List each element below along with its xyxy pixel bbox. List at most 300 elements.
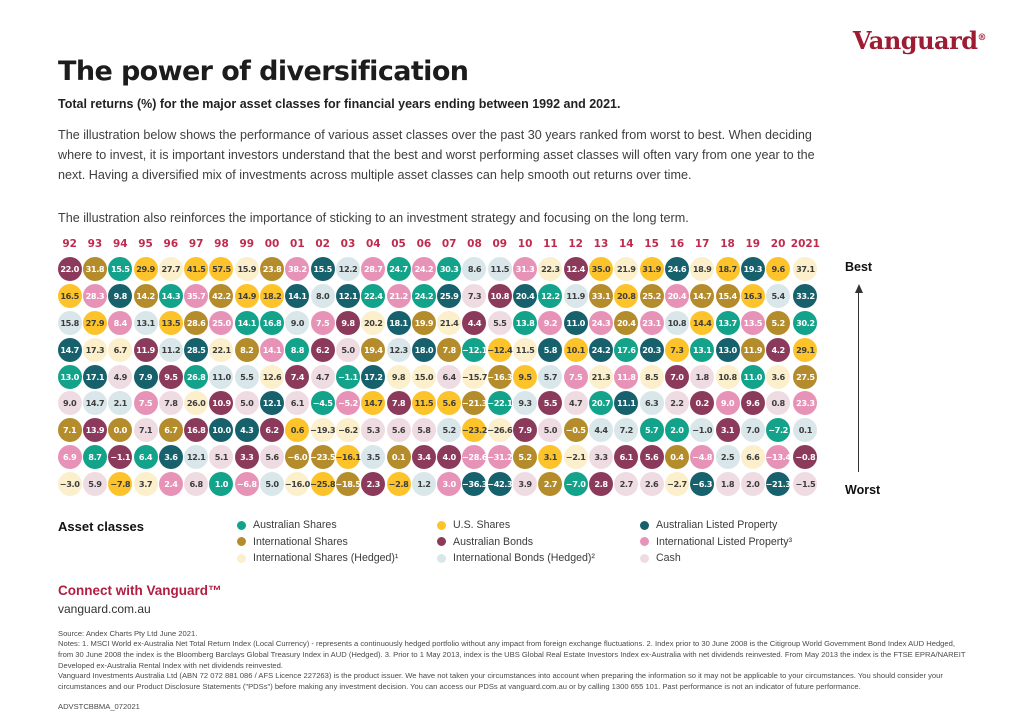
year-column (690, 238, 715, 499)
year-label: 95 (138, 238, 153, 250)
return-cell: −4.8 (690, 445, 714, 469)
year-label: 11 (543, 238, 558, 250)
return-cell: 2.3 (361, 472, 385, 496)
return-cell: 4.7 (311, 365, 335, 389)
return-cell: 5.1 (209, 445, 233, 469)
return-cell: −6.3 (690, 472, 714, 496)
return-cell: −2.1 (564, 445, 588, 469)
legend-label: U.S. Shares (453, 519, 511, 531)
year-label: 07 (441, 238, 457, 250)
return-cell: 16.8 (260, 311, 284, 335)
return-cell: 4.0 (437, 445, 461, 469)
return-cell: 10.8 (716, 365, 740, 389)
chart-subtitle: Total returns (%) for the major asset classes for financial years ending between 1992 and 2021. (58, 97, 621, 111)
return-cell: 15.9 (235, 257, 259, 281)
year-column (57, 238, 82, 499)
year-label: 99 (239, 238, 255, 250)
return-cell: 28.3 (83, 284, 107, 308)
return-cell: 7.3 (462, 284, 486, 308)
legend-item (640, 519, 792, 531)
return-cell: −12.4 (488, 338, 512, 362)
intro-paragraph-1: The illustration below shows the performance of various asset classes over the past 30 years ranked from worst to best. When deciding where to invest, it is important investors understand that the best and worst performing asset classes will often vary from one year to the next. Having a diversified mix of investments across multiple asset classes can help smooth out returns over time. (58, 128, 815, 182)
return-cell: −1.1 (108, 445, 132, 469)
return-cell: −0.5 (564, 418, 588, 442)
return-cell: 9.8 (387, 365, 411, 389)
year-column (209, 238, 234, 499)
return-cell: 28.7 (361, 257, 385, 281)
return-cell: 19.9 (412, 311, 436, 335)
year-label: 09 (492, 238, 508, 250)
year-label: 19 (745, 238, 761, 250)
return-cell: 11.5 (513, 338, 537, 362)
return-cell: −16.0 (285, 472, 309, 496)
return-cell: −28.6 (462, 445, 486, 469)
return-cell: 24.6 (665, 257, 689, 281)
return-cell: 9.0 (716, 391, 740, 415)
return-cell: 14.1 (235, 311, 259, 335)
legend-column (640, 519, 792, 564)
year-label: 04 (365, 238, 381, 250)
return-cell: 3.6 (766, 365, 790, 389)
return-cell: 8.0 (311, 284, 335, 308)
return-cell: 5.8 (538, 338, 562, 362)
return-cell: 4.2 (766, 338, 790, 362)
return-cell: −22.1 (488, 391, 512, 415)
return-cell: 25.9 (437, 284, 461, 308)
return-cell: 20.4 (513, 284, 537, 308)
return-cell: 29.1 (793, 338, 817, 362)
legend-dot-icon (237, 554, 246, 563)
return-cell: 15.8 (58, 311, 82, 335)
return-cell: 5.6 (260, 445, 284, 469)
worst-label: Worst (845, 483, 881, 497)
return-cell: 10.0 (209, 418, 233, 442)
return-cell: 18.0 (412, 338, 436, 362)
legend-dot-icon (237, 521, 246, 530)
return-cell: 9.3 (513, 391, 537, 415)
legend-column (237, 519, 437, 564)
return-cell: 3.1 (716, 418, 740, 442)
return-cell: 0.4 (665, 445, 689, 469)
return-cell: −19.3 (311, 418, 335, 442)
return-cell: 6.6 (741, 445, 765, 469)
return-cell: 15.0 (412, 365, 436, 389)
return-cell: 14.2 (134, 284, 158, 308)
return-cell: 24.2 (589, 338, 613, 362)
return-cell: 22.1 (209, 338, 233, 362)
return-cell: 8.7 (83, 445, 107, 469)
return-cell: −2.7 (665, 472, 689, 496)
return-cell: 18.1 (387, 311, 411, 335)
return-cell: 41.5 (184, 257, 208, 281)
return-cell: 37.1 (793, 257, 817, 281)
legend-label: Cash (656, 552, 681, 564)
return-cell: 1.8 (716, 472, 740, 496)
return-cell: 3.4 (412, 445, 436, 469)
year-column (386, 238, 411, 499)
return-cell: −23.5 (311, 445, 335, 469)
return-cell: 3.5 (361, 445, 385, 469)
year-label: 17 (694, 238, 710, 250)
return-cell: −15.7 (462, 365, 486, 389)
return-cell: 11.0 (741, 365, 765, 389)
return-cell: −3.0 (58, 472, 82, 496)
year-column (411, 238, 436, 499)
return-cell: 6.7 (108, 338, 132, 362)
return-cell: 8.2 (235, 338, 259, 362)
return-cell: 4.9 (108, 365, 132, 389)
return-cell: −6.2 (336, 418, 360, 442)
year-column (361, 238, 386, 499)
year-label: 00 (264, 238, 280, 250)
year-column (234, 238, 259, 499)
year-column (158, 238, 183, 499)
return-cell: 2.1 (108, 391, 132, 415)
return-cell: 21.4 (437, 311, 461, 335)
return-cell: 4.3 (235, 418, 259, 442)
legend-item (237, 552, 437, 564)
return-cell: −1.0 (690, 418, 714, 442)
return-cell: −6.8 (235, 472, 259, 496)
return-cell: 24.7 (387, 257, 411, 281)
return-cell: 16.5 (58, 284, 82, 308)
return-cell: 5.7 (640, 418, 664, 442)
document-code: ADVSTCBBMA_072021 (58, 702, 140, 711)
return-cell: 28.6 (184, 311, 208, 335)
year-label: 03 (340, 238, 356, 250)
return-cell: 31.3 (513, 257, 537, 281)
year-label: 97 (188, 238, 204, 250)
return-cell: 8.5 (640, 365, 664, 389)
connect-heading: Connect with Vanguard™ (58, 583, 222, 598)
intro-paragraph-2: The illustration also reinforces the importance of sticking to an investment strategy and focusing on the long term. (58, 211, 689, 225)
year-column (512, 238, 537, 499)
return-cell: −13.4 (766, 445, 790, 469)
return-cell: 24.2 (412, 257, 436, 281)
return-cell: 17.2 (361, 365, 385, 389)
year-column (538, 238, 563, 499)
return-cell: 7.2 (614, 418, 638, 442)
return-cell: 6.2 (260, 418, 284, 442)
return-cell: 13.5 (741, 311, 765, 335)
return-cell: 14.7 (361, 391, 385, 415)
return-cell: 18.7 (716, 257, 740, 281)
return-cell: 24.3 (589, 311, 613, 335)
return-cell: 5.2 (513, 445, 537, 469)
return-cell: −31.2 (488, 445, 512, 469)
return-cell: 11.0 (209, 365, 233, 389)
return-cell: 6.4 (437, 365, 461, 389)
return-cell: 2.7 (538, 472, 562, 496)
return-cell: 5.3 (361, 418, 385, 442)
year-column (335, 238, 360, 499)
return-cell: −5.2 (336, 391, 360, 415)
year-label: 12 (568, 238, 583, 250)
return-cell: 6.1 (614, 445, 638, 469)
return-cell: 20.4 (614, 311, 638, 335)
asset-class-legend (237, 519, 792, 564)
return-cell: 11.9 (134, 338, 158, 362)
return-cell: 11.1 (614, 391, 638, 415)
return-cell: 5.0 (260, 472, 284, 496)
return-cell: 30.3 (437, 257, 461, 281)
return-cell: −18.5 (336, 472, 360, 496)
return-cell: 20.7 (589, 391, 613, 415)
return-cell: 10.8 (488, 284, 512, 308)
return-cell: −36.3 (462, 472, 486, 496)
return-cell: 28.5 (184, 338, 208, 362)
return-cell: 23.1 (640, 311, 664, 335)
return-cell: 5.9 (83, 472, 107, 496)
return-cell: −0.8 (793, 445, 817, 469)
return-cell: −26.6 (488, 418, 512, 442)
return-cell: 3.6 (159, 445, 183, 469)
year-label: 06 (416, 238, 432, 250)
return-cell: 10.1 (564, 338, 588, 362)
return-cell: 12.6 (260, 365, 284, 389)
return-cell: 13.0 (58, 365, 82, 389)
return-cell: 0.2 (690, 391, 714, 415)
return-cell: 9.6 (766, 257, 790, 281)
return-cell: 13.1 (690, 338, 714, 362)
return-cell: 13.7 (716, 311, 740, 335)
year-label: 92 (62, 238, 77, 250)
legend-dot-icon (437, 554, 446, 563)
return-cell: 14.4 (690, 311, 714, 335)
return-cell: 0.0 (108, 418, 132, 442)
return-cell: 33.1 (589, 284, 613, 308)
return-cell: 3.9 (513, 472, 537, 496)
return-cell: −2.8 (387, 472, 411, 496)
return-cell: −1.5 (793, 472, 817, 496)
return-cell: 5.0 (336, 338, 360, 362)
year-column (639, 238, 664, 499)
return-cell: 6.7 (159, 418, 183, 442)
return-cell: 2.0 (741, 472, 765, 496)
return-cell: −16.3 (488, 365, 512, 389)
return-cell: 5.0 (538, 418, 562, 442)
year-column (259, 238, 284, 499)
return-cell: 7.5 (311, 311, 335, 335)
return-cell: 3.7 (134, 472, 158, 496)
return-cell: 18.9 (690, 257, 714, 281)
return-cell: 20.2 (361, 311, 385, 335)
legend-dot-icon (640, 554, 649, 563)
return-cell: 2.5 (716, 445, 740, 469)
return-cell: 25.0 (209, 311, 233, 335)
year-label: 98 (214, 238, 229, 250)
return-cell: 5.2 (766, 311, 790, 335)
legend-dot-icon (237, 537, 246, 546)
vanguard-logo-text: Vanguard (852, 26, 978, 55)
legend-item (640, 536, 792, 548)
return-cell: 2.7 (614, 472, 638, 496)
return-cell: 18.2 (260, 284, 284, 308)
return-cell: 31.9 (640, 257, 664, 281)
return-cell: 5.5 (235, 365, 259, 389)
return-cell: 20.4 (665, 284, 689, 308)
return-cell: 8.4 (108, 311, 132, 335)
return-cell: −21.3 (462, 391, 486, 415)
return-cell: 38.2 (285, 257, 309, 281)
return-cell: 5.7 (538, 365, 562, 389)
legend-label: Australian Bonds (453, 535, 534, 548)
return-cell: 17.3 (83, 338, 107, 362)
return-cell: 27.9 (83, 311, 107, 335)
year-label: 08 (467, 238, 482, 250)
return-cell: 12.1 (260, 391, 284, 415)
return-cell: 26.0 (184, 391, 208, 415)
return-cell: 5.8 (412, 418, 436, 442)
disclaimer-line: Vanguard Investments Australia Ltd (ABN 72 072 881 086 / AFS Licence 227263) is the product issuer. We have not taken your circumstances into account when preparing the information so it may not be applicable to your circumstances. You should consider your circumstances and our Product Disclosure Statements ("PDSs") before making any investment decision. You can access our PDSs at vanguard.com.au or by calling 1300 655 101. Past performance is not an indicator of future performance. (58, 671, 943, 691)
return-cell: 35.7 (184, 284, 208, 308)
legend-item (437, 536, 640, 548)
return-cell: 6.1 (285, 391, 309, 415)
return-cell: 5.2 (437, 418, 461, 442)
return-cell: 30.2 (793, 311, 817, 335)
year-column (740, 238, 765, 499)
return-cell: 14.7 (690, 284, 714, 308)
return-cell: 11.5 (412, 391, 436, 415)
return-cell: 9.0 (58, 391, 82, 415)
return-cell: 57.5 (209, 257, 233, 281)
legend-item (437, 519, 640, 531)
return-cell: 12.2 (336, 257, 360, 281)
return-cell: −21.3 (766, 472, 790, 496)
return-cell: 9.0 (285, 311, 309, 335)
return-cell: 3.3 (235, 445, 259, 469)
return-cell: 23.8 (260, 257, 284, 281)
year-column (108, 238, 133, 499)
return-cell: 11.8 (614, 365, 638, 389)
return-cell: 7.9 (513, 418, 537, 442)
return-cell: −7.2 (766, 418, 790, 442)
return-cell: 3.1 (538, 445, 562, 469)
return-cell: 3.0 (437, 472, 461, 496)
return-cell: 17.6 (614, 338, 638, 362)
return-cell: 25.2 (640, 284, 664, 308)
return-cell: 29.9 (134, 257, 158, 281)
year-column (664, 238, 689, 499)
return-cell: 11.9 (564, 284, 588, 308)
return-cell: 26.8 (184, 365, 208, 389)
return-cell: 3.3 (589, 445, 613, 469)
return-cell: 0.1 (793, 418, 817, 442)
year-column (791, 238, 820, 499)
return-cell: 7.8 (387, 391, 411, 415)
return-cell: 15.5 (311, 257, 335, 281)
return-cell: 13.1 (134, 311, 158, 335)
legend-dot-icon (640, 537, 649, 546)
year-column (82, 238, 107, 499)
legend-label: International Shares (Hedged)¹ (253, 552, 399, 564)
return-cell: 11.0 (564, 311, 588, 335)
legend-item (640, 552, 792, 564)
notes-line: Notes: 1. MSCI World ex-Australia Net Total Return Index (Local Currency) - represents a continuously hedged portfolio without any impact from foreign exchange fluctuations. 2. Index prior to 30 June 2008 is the Citigroup World Government Bond Index AUD Hedged, from 30 June 2008 the index is the Bloomberg Barclays Global Treasury Index in AUD (Hedged). 3. Prior to 1 May 2013, index is the UBS Global Real Estate Investors Index ex-Australia with net dividends reinvested. From May 2013 the index is the FTSE EPRA/NAREIT Developed ex-Australia Rental Index with net dividends reinvested. (58, 639, 966, 670)
year-label: 96 (163, 238, 179, 250)
return-cell: −4.5 (311, 391, 335, 415)
return-cell: 22.0 (58, 257, 82, 281)
return-cell: 21.2 (387, 284, 411, 308)
return-cell: 9.6 (741, 391, 765, 415)
legend-column (437, 519, 640, 564)
return-cell: 12.1 (184, 445, 208, 469)
return-cell: 4.4 (589, 418, 613, 442)
return-cell: 0.1 (387, 445, 411, 469)
return-cell: 11.9 (741, 338, 765, 362)
return-cell: 7.3 (665, 338, 689, 362)
return-cell: 24.2 (412, 284, 436, 308)
year-column (133, 238, 158, 499)
page-title: The power of diversification (58, 56, 469, 87)
year-label: 20 (770, 238, 786, 250)
return-cell: 7.1 (58, 418, 82, 442)
return-cell: 14.7 (58, 338, 82, 362)
return-cell: 12.3 (387, 338, 411, 362)
return-cell: −7.8 (108, 472, 132, 496)
return-cell: 1.2 (412, 472, 436, 496)
legend-title: Asset classes (58, 519, 145, 534)
return-cell: 20.8 (614, 284, 638, 308)
return-cell: −12.1 (462, 338, 486, 362)
legend-label: International Listed Property³ (656, 535, 793, 548)
return-cell: 14.7 (83, 391, 107, 415)
year-label: 13 (593, 238, 609, 250)
year-column (563, 238, 588, 499)
legend-dot-icon (437, 521, 446, 530)
return-cell: 1.0 (209, 472, 233, 496)
return-cell: 14.1 (260, 338, 284, 362)
return-cell: 9.5 (159, 365, 183, 389)
return-cell: 22.3 (538, 257, 562, 281)
return-cell: 5.6 (640, 445, 664, 469)
return-cell: −25.8 (311, 472, 335, 496)
rank-arrow-line (858, 292, 859, 472)
return-cell: 13.9 (83, 418, 107, 442)
return-cell: 5.4 (766, 284, 790, 308)
legend-item (237, 519, 437, 531)
return-cell: 1.8 (690, 365, 714, 389)
return-cell: 7.1 (134, 418, 158, 442)
return-cell: 19.3 (741, 257, 765, 281)
return-cell: 7.5 (134, 391, 158, 415)
year-label: 14 (618, 238, 634, 250)
return-cell: 6.2 (311, 338, 335, 362)
return-cell: 7.9 (134, 365, 158, 389)
legend-label: International Shares (253, 535, 348, 548)
year-column (310, 238, 335, 499)
return-cell: 13.0 (716, 338, 740, 362)
year-column (487, 238, 512, 499)
year-column (588, 238, 613, 499)
return-cell: 5.6 (387, 418, 411, 442)
return-cell: 19.4 (361, 338, 385, 362)
year-label: 05 (391, 238, 406, 250)
return-cell: 33.2 (793, 284, 817, 308)
return-cell: 14.1 (285, 284, 309, 308)
return-cell: 14.9 (235, 284, 259, 308)
year-column (437, 238, 462, 499)
return-cell: 15.4 (716, 284, 740, 308)
return-cell: 7.0 (741, 418, 765, 442)
legend-label: Australian Shares (253, 519, 337, 531)
return-cell: 27.7 (159, 257, 183, 281)
return-cell: 10.9 (209, 391, 233, 415)
return-cell: 23.3 (793, 391, 817, 415)
year-label: 15 (644, 238, 659, 250)
year-label: 2021 (790, 238, 820, 250)
return-cell: 9.8 (108, 284, 132, 308)
